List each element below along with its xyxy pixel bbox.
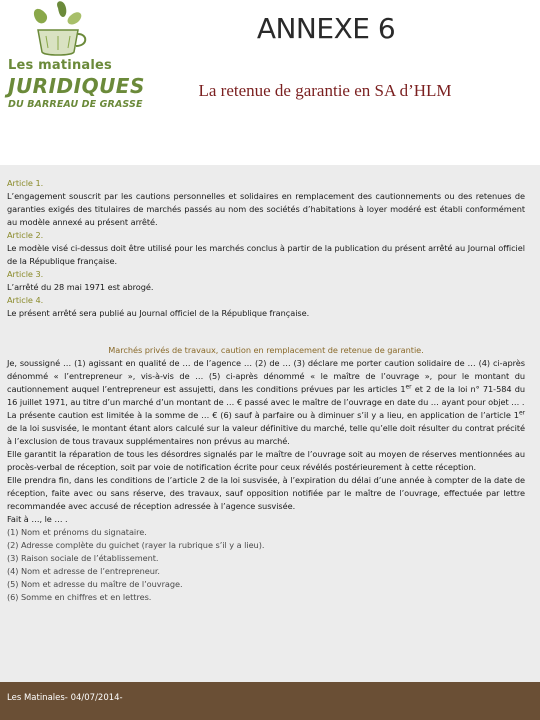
header xyxy=(0,0,540,165)
model-paragraph-3: Elle garantit la réparation de tous les désordres signalés par le maître de l’ouvrage soit au moyen de réserves mentionnées au procès-verbal de réception, soit par voie de notification écrite pour ceux révélés postérieurement à cette réception. xyxy=(7,448,525,472)
footer-text: Les Matinales- 04/07/2014- xyxy=(7,693,123,703)
model-p1-part-a: Je, soussigné … (1) agissant en qualité de … de l’agence … (2) de … (3) déclare me porter caution solidaire de … (4) ci-après dénommé « l’entrepreneur », vis-à-vis de … (5) ci-après dénommé « le maître de l’ouvrage », pour le montant du cautionnement auquel l’entrepreneur est assujetti, dans les conditions prévues par les articles 1 xyxy=(7,357,525,394)
model-paragraph-5: Fait à …, le … . xyxy=(7,514,68,525)
page-title: ANNEXE 6 xyxy=(256,12,396,45)
model-paragraph-4: Elle prendra fin, dans les conditions de l’article 2 de la loi susvisée, à l’expiration du délai d’une année à compter de la date de réception, faite avec ou sans réserve, des travaux, sauf opposition notifiée par le maître de l’ouvrage, effectuée par lettre recommandée avec accusé de réception adressée à l’agence susvisée. xyxy=(7,474,525,512)
model-p2-part-a: La présente caution est limitée à la somme de … € (6) sauf à parfaire ou à diminuer s’il y a lieu, en application de l’article 1 xyxy=(7,409,519,420)
footnote-1: (1) Nom et prénoms du signataire. xyxy=(7,527,147,538)
article-1-text: L’engagement souscrit par les cautions personnelles et solidaires en remplacement des cautionnements ou des retenues de garanties exigés des titulaires de marchés passés au nom des sociétés d’habitations à loyer modéré est établi conformément au modèle annexé au présent arrêté. xyxy=(7,191,525,228)
article-3-text: L’arrêté du 28 mai 1971 est abrogé. xyxy=(7,282,154,293)
page-subtitle: La retenue de garantie en SA d’HLM xyxy=(198,81,452,100)
logo xyxy=(8,0,145,120)
model-paragraph-2 xyxy=(7,409,525,448)
article-1-label: Article 1. xyxy=(7,178,44,188)
footnote-3: (3) Raison sociale de l’établissement. xyxy=(7,553,159,564)
article-2-label: Article 2. xyxy=(7,230,44,241)
article-4-text: Le présent arrêté sera publié au Journal officiel de la République française. xyxy=(7,308,310,319)
model-title: Marchés privés de travaux, caution en remplacement de retenue de garantie. xyxy=(108,344,424,355)
footer xyxy=(0,682,540,720)
logo-line-2: JURIDIQUES xyxy=(8,74,145,98)
article-3-label: Article 3. xyxy=(7,269,44,280)
footnote-2: (2) Adresse complète du guichet (rayer la rubrique s’il y a lieu). xyxy=(7,540,265,551)
model-p2-part-b: de la loi susvisée, le montant étant alors calculé sur la valeur définitive du marché, telle qu’elle doit résulter du contrat précité à l’exclusion de tous travaux supplémentaires non prévus au marché. xyxy=(7,422,525,446)
footnote-5: (5) Nom et adresse du maître de l’ouvrage. xyxy=(7,579,183,590)
footnote-4: (4) Nom et adresse de l’entrepreneur. xyxy=(7,566,160,577)
document-body xyxy=(7,177,525,604)
model-p1-sup: er xyxy=(405,382,412,390)
spacer xyxy=(7,321,525,344)
logo-line-1: Les matinales xyxy=(8,58,112,73)
model-p1-part-b: et 2 de la loi n° 71-584 du 16 juillet 1971, au titre d’un marché d’un montant de … € passé avec le maître de l’ouvrage en date du … ayant pour objet … . xyxy=(7,383,526,407)
logo-emblem-icon xyxy=(8,0,108,60)
model-paragraph-1 xyxy=(7,357,525,409)
model-p2-sup: er xyxy=(518,409,525,417)
footnote-6: (6) Somme en chiffres et en lettres. xyxy=(7,592,152,603)
article-4-label: Article 4. xyxy=(7,295,44,306)
article-2-text: Le modèle visé ci-dessus doit être utilisé pour les marchés conclus à partir de la publication du présent arrêté au Journal officiel de la République française. xyxy=(7,243,525,267)
logo-line-3: DU BARREAU DE GRASSE xyxy=(8,99,143,110)
